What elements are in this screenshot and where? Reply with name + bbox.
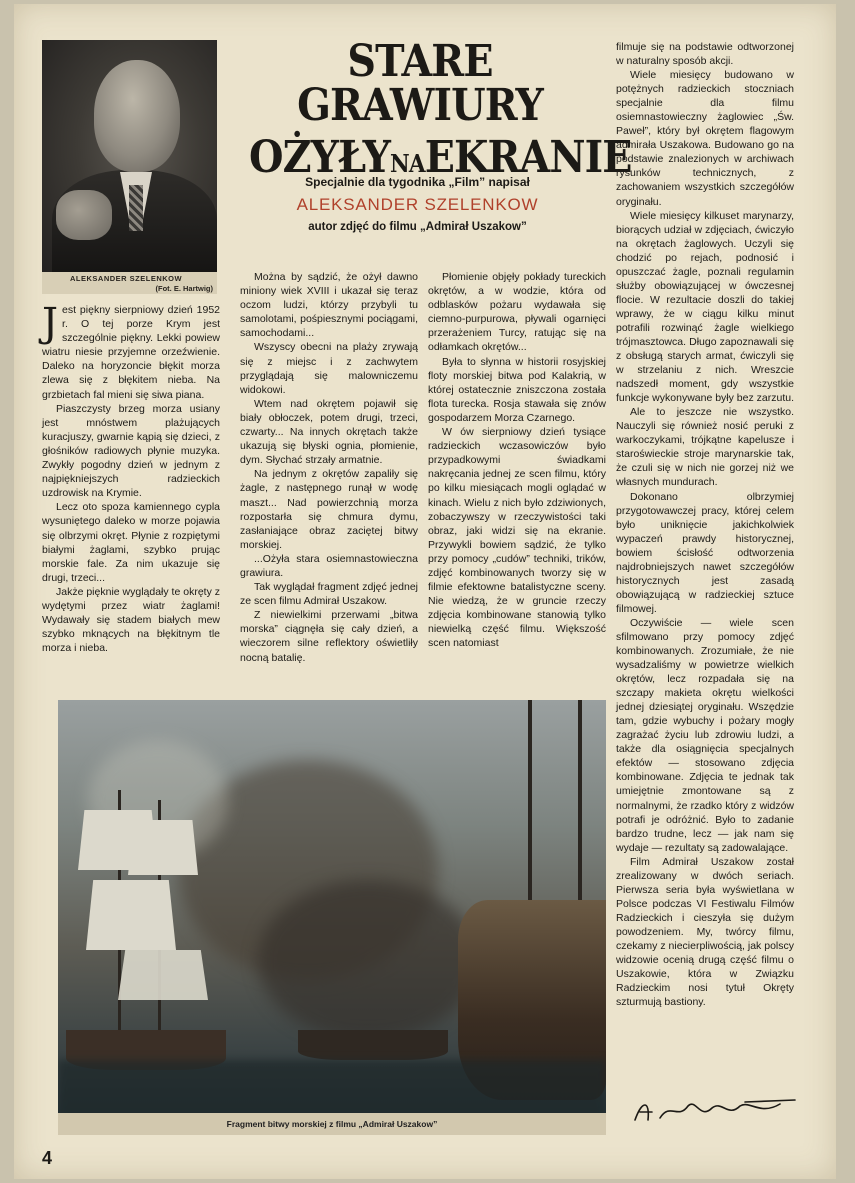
article-column-3 — [428, 270, 606, 651]
author-portrait-photo — [42, 40, 217, 272]
page-number: 4 — [42, 1148, 53, 1168]
paragraph: Wtem nad okrętem pojawił się biały obłoczek, potem drugi, trzeci, czwarty... Na innych okrętach także ukazują się błyski ognia, płomienie, dym. Słychać strzały armatnie. — [240, 397, 418, 467]
byline-block — [230, 175, 605, 233]
paragraph: Z niewielkimi przerwami „bitwa morska” ciągnęła się cały dzień, a wieczorem silne reflektory oświetliły nocną batalię. — [240, 609, 418, 664]
paragraph: Lecz oto spoza kamiennego cypla wysuniętego daleko w morze pojawia się olbrzymi okręt. Płynie z rozpiętymi białymi żaglami, szybko prując morskie fale. Za nim ukazuje się drugi, trzeci... — [42, 501, 220, 584]
paragraph: Tak wyglądał fragment zdjęć jednej ze scen filmu Admirał Uszakow. — [240, 581, 418, 608]
portrait-credit: (Fot. E. Hartwig) — [155, 284, 213, 293]
author-name: ALEKSANDER SZELENKOW — [296, 195, 539, 214]
portrait-name: ALEKSANDER SZELENKOW — [70, 274, 183, 283]
title-line-1: STARE GRAWIURY — [297, 36, 543, 131]
sea-battle-still-image — [58, 700, 606, 1113]
paragraph: Jakże pięknie wyglądały te okręty z wydętymi przez wiatr żaglami! Wydawały się stadem białych mew szybko mknących na błękitnym tle morza i nieba. — [42, 585, 220, 655]
portrait-caption — [42, 272, 217, 294]
drop-cap: J — [42, 300, 59, 346]
author-role: autor zdjęć do filmu „Admirał Uszakow” — [308, 221, 527, 233]
paragraph: Można by sądzić, że ożył dawno miniony wiek XVIII i ukazał się teraz oczom ludzi, którzy przybyli tu samolotami, pośpiesznymi pociągami, samochodami... — [240, 271, 418, 340]
paragraph: Ale to jeszcze nie wszystko. Nauczyli się również nosić peruki z warkoczykami, trójkątne kapelusze i staroświeckie stroje marynarskie tak, że czuli się w nich nie gorzej niż we własnych mundurach. — [616, 406, 794, 489]
paragraph: Wszyscy obecni na plaży zrywają się z miejsc i z zachwytem przyglądają się malowniczemu widokowi. — [240, 341, 418, 396]
paragraph: Na jednym z okrętów zapaliły się żagle, z następnego runął w wodę maszt... Nad powierzchnią morza rozpostarła się chmura dymu, zasłaniające obraz zaciętej bitwy morskiej. — [240, 468, 418, 551]
paragraph: Film Admirał Uszakow został zrealizowany w dwóch seriach. Pierwsza seria była wyświetlana w Polsce podczas VI Festiwalu Filmów Radzieckich i cieszyła się dużym powodzeniem. My, twórcy filmu, czekamy z niecierpliwością, jak polscy widzowie ocenią drugą część filmu o Uszakowie, która w Związku Radzieckim nosi tytuł Okręty szturmują bastiony. — [616, 855, 794, 1009]
paragraph: Wiele miesięcy kilkuset marynarzy, biorących udział w zdjęciach, ćwiczyło na okrętach żaglowych. Uczyli się chodzić po rejach, podnosić i opuszczać żagle, poznali regulamin służby obowiązującej w ówczesnej flocie. W rezultacie doszli do takiej wprawy, że w ciągu kilku minut potrafili rozwinąć żagle wielkiego trójmasztowca. Długo zapoznawali się z obsługą starych armat, ćwiczyli się w strzelaniu z nich. Wreszcie nadszedł moment, gdy wszystkie funkcje wykonywane były bez zarzutu. — [616, 209, 795, 405]
article-column-2 — [240, 270, 418, 665]
article-column-1 — [42, 300, 220, 655]
paragraph: W ów sierpniowy dzień tysiące radzieckich wczasowiczów było przypadkowymi świadkami nakręcania jednej ze scen filmu, który po kilku miesiącach mogli oglądać w kinach. Wielu z nich było zdziwionych, zobaczywszy w rzeczywistości taki obraz, jaki widzi się na ekranie. Przywykli bowiem sądzić, że tylko przy pomocy „cudów” techniki, trików, zdjęć kombinowanych tworzy się w filmie efektowne batalistyczne sceny. Nie wiedzą, że w gruncie rzeczy zdjęcia kombinowane stanowią tylko niewielką część filmu. Większość scen natomiast — [428, 426, 606, 650]
article-column-4 — [616, 40, 794, 1009]
paragraph: Wiele miesięcy budowano w potężnych radzieckich stoczniach specjalnie dla filmu osiemnastowieczny żaglowiec „Św. Paweł”, który był okrętem flagowym admirała Uszakowa. Budowano go na podstawie znalezionych w archiwach rysunków technicznych, z zachowaniem wszystkich szczegółów oryginału. — [616, 69, 794, 208]
byline: Specjalnie dla tygodnika „Film” napisał — [305, 175, 530, 189]
image-caption: Fragment bitwy morskiej z filmu „Admirał Uszakow” — [58, 1113, 606, 1135]
author-signature — [630, 1096, 800, 1126]
paragraph: Dokonano olbrzymiej przygotowawczej pracy, której celem było uniknięcie jakichkolwiek wypaczeń prawdy historycznej, bowiem ścisłość odtworzenia najdrobniejszych nawet szczegółów historycznych jest zasadą obowiązującą w radzieckiej sztuce filmowej. — [616, 490, 794, 615]
paragraph: Była to słynna w historii rosyjskiej floty morskiej bitwa pod Kalakrią, w której ostatecznie zniszczona została flota turecka. Rosja stawała się znów gospodarzem Morza Czarnego. — [428, 355, 606, 424]
paragraph: Oczywiście — wiele scen sfilmowano przy pomocy zdjęć kombinowanych. Zrozumiałe, że nie wysadzaliśmy w powietrze wielkich okrętów, lecz rozpadała się na szczapy makieta okrętu wielkości jednej dziesiątej oryginału. Wszędzie tam, gdzie wybuchy i pożary mogły zagrażać życiu lub zdrowiu ludzi, a także dla osiągnięcia specjalnych efektów — stosowano zdjęcia kombinowane. Zdjęcia te jednak tak umiejętnie zmontowane są z normalnymi, że rzadko który z widzów potrafi je odróżnić. Było to zadanie bardzo trudne, lecz — jak nam się wydaje — rezultaty są zadowalające. — [616, 616, 794, 854]
paragraph: Jest piękny sierpniowy dzień 1952 r. O tej porze Krym jest szczególnie piękny. Lekki powiew wiatru niesie przyjemne orzeźwienie. Daleko na horyzoncie błękit morza zlewa się z błękitem nieba. Na grzbietach fal mieni się siwa piana. — [42, 300, 220, 401]
title-line-2: OŻYŁYNAEKRANIE — [249, 132, 632, 183]
paragraph: filmuje się na podstawie odtworzonej w naturalny sposób akcji. — [616, 41, 794, 68]
paragraph: Piaszczysty brzeg morza usiany jest mnóstwem plażujących kuracjuszy, gwarnie kąpią się dzieci, z głośników radiowych płynie muzyka. Zwykły pogodny dzień w jednym z najpiękniejszych radzieckich uzdrowisk na Krymie. — [42, 402, 220, 500]
paragraph: Płomienie objęły pokłady tureckich okrętów, a w wodzie, która od odblasków pożaru wydawała się ciemno-purpurowa, pływali ogarnięci przerażeniem Turcy, ratując się na odłamkach okrętów... — [428, 271, 606, 354]
paragraph: ...Ożyła stara osiemnastowieczna grawiura. — [240, 552, 418, 579]
